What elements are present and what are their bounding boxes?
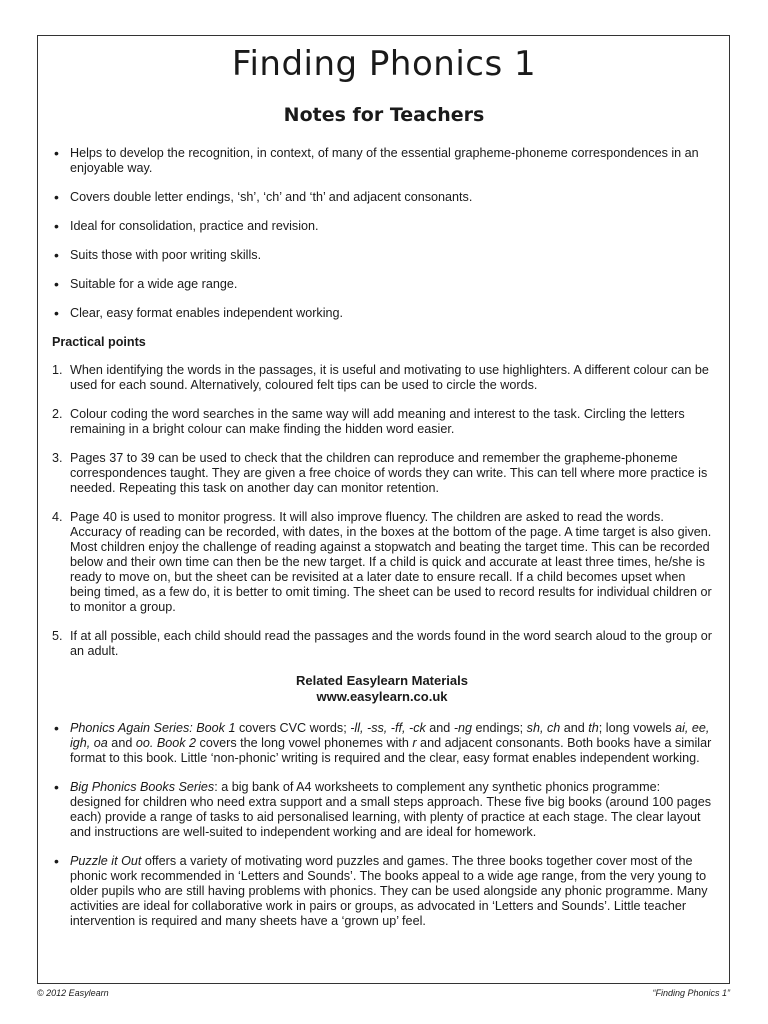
point-number: 2. [52, 407, 63, 421]
bullet-icon: • [54, 247, 59, 263]
point-text: If at all possible, each child should read the passages and the words found in the word search aloud to the group or an adult. [70, 629, 712, 658]
text-run: and adjacent consonants. Both books have a similar format to this book. Little ‘non-phonic’ writing is required and the clear, easy format enables independent working. [70, 736, 712, 765]
italic-text-run: Puzzle it Out [70, 854, 142, 868]
practical-point-item [52, 407, 712, 437]
related-material-text [70, 854, 708, 928]
bullet-icon: • [54, 145, 59, 161]
bullet-text: Ideal for consolidation, practice and revision. [70, 219, 319, 233]
italic-text-run: th [588, 721, 599, 735]
related-heading-text: Related Easylearn Materials [296, 673, 468, 688]
bullet-icon: • [54, 305, 59, 321]
italic-text-run: ai, ee, igh, oa [70, 721, 710, 750]
italic-text-run: Big Phonics Books Series [70, 780, 215, 794]
feature-bullet-item [52, 146, 712, 176]
point-number: 5. [52, 629, 63, 643]
italic-text-run: r [412, 736, 417, 750]
bullet-text: Covers double letter endings, ‘sh’, ‘ch’ and ‘th’ and adjacent consonants. [70, 190, 473, 204]
text-run: ; long vowels [598, 721, 676, 735]
bullet-icon: • [54, 218, 59, 234]
related-material-item [52, 854, 712, 929]
related-material-text [70, 721, 711, 765]
text-run: and [107, 736, 136, 750]
text-run: and [560, 721, 589, 735]
bullet-icon: • [54, 779, 59, 795]
bullet-text: Clear, easy format enables independent working. [70, 306, 344, 320]
practical-point-item [52, 510, 712, 615]
practical-point-item [52, 629, 712, 659]
related-material-text [70, 780, 711, 839]
feature-bullet-list [52, 146, 712, 321]
practical-points-list [52, 363, 712, 659]
point-text: When identifying the words in the passages, it is useful and motivating to use highlighters. A different colour can be used for each sound. Alternatively, coloured felt tips can be used to circle the words. [70, 363, 709, 392]
point-number: 3. [52, 451, 63, 465]
page-subtitle: Notes for Teachers [283, 104, 485, 126]
practical-points-heading: Practical points [52, 335, 146, 349]
italic-text-run: oo. Book 2 [135, 736, 197, 750]
feature-bullet-item [52, 219, 712, 234]
text-run: and [425, 721, 454, 735]
bullet-text: Suitable for a wide age range. [70, 277, 238, 291]
feature-bullet-item [52, 277, 712, 292]
point-number: 1. [52, 363, 63, 377]
point-number: 4. [52, 510, 63, 524]
feature-bullet-item [52, 248, 712, 263]
book-title-footer: “Finding Phonics 1” [652, 988, 730, 998]
practical-point-item [52, 451, 712, 496]
italic-text-run: -ng [453, 721, 473, 735]
related-material-item [52, 721, 712, 766]
page-content [52, 146, 712, 943]
italic-text-run: sh, ch [526, 721, 561, 735]
related-materials-list [52, 721, 712, 929]
bullet-icon: • [54, 720, 59, 736]
bullet-icon: • [54, 276, 59, 292]
text-run: : a big bank of A4 worksheets to complement any synthetic phonics programme: designed for children who need extra support and a small steps approach. These five big books (around 100 pages each) provide a range of tasks to aid personalised learning, with plenty of practice at each stage. The clear layout and instructions are well-suited to independent working and are ideal for homework. [70, 780, 712, 839]
related-materials-heading [52, 673, 712, 705]
feature-bullet-item [52, 190, 712, 205]
page-title: Finding Phonics 1 [231, 44, 537, 84]
text-run: offers a variety of motivating word puzzles and games. The three books together cover most of the phonic work recommended in ‘Letters and Sounds’. The books appeal to a wide age range, from the very young to older pupils who are still having problems with phonics. They can be used alongside any phonic programme. Many activities are ideal for collaborative work in pairs or groups, as advocated in ‘Letters and Sounds’. Little teacher intervention is required and many sheets have a ‘grown up’ feel. [70, 854, 708, 928]
bullet-icon: • [54, 189, 59, 205]
bullet-text: Helps to develop the recognition, in context, of many of the essential grapheme-phoneme correspondences in an enjoyable way. [70, 146, 699, 175]
related-material-item [52, 780, 712, 840]
point-text: Page 40 is used to monitor progress. It will also improve fluency. The children are asked to read the words. Accuracy of reading can be recorded, with dates, in the boxes at the bottom of the page. A time target is also given. Most children enjoy the challenge of reading against a stopwatch and beating the target time. This can be recorded below and their own time can then be the new target. If a child is quick and accurate at least three times, he/she is ready to move on, but the sheet can be revisited at a later date to ensure recall. If a child becomes upset when being timed, as a few do, it is better to omit timing. The sheet can be used to record results for individual children or to monitor a group. [70, 510, 712, 614]
text-run: covers the long vowel phonemes with [196, 736, 413, 750]
point-text: Pages 37 to 39 can be used to check that the children can reproduce and remember the grapheme-phoneme correspondences taught. They are given a free choice of words they can write. This can tell where more practice is needed. Repeating this task on another day can monitor retention. [70, 451, 708, 495]
bullet-text: Suits those with poor writing skills. [70, 248, 262, 262]
copyright-footer: © 2012 Easylearn [37, 988, 109, 998]
text-run: endings; [472, 721, 527, 735]
related-url-link[interactable]: www.easylearn.co.uk [316, 689, 448, 704]
italic-text-run: -ll, -ss, -ff, -ck [350, 721, 426, 735]
italic-text-run: Phonics Again Series: Book 1 [70, 721, 236, 735]
point-text: Colour coding the word searches in the same way will add meaning and interest to the task. Circling the letters remaining in a bright colour can make finding the hidden word easier. [70, 407, 685, 436]
bullet-icon: • [54, 853, 59, 869]
text-run: covers CVC words; [235, 721, 351, 735]
feature-bullet-item [52, 306, 712, 321]
practical-point-item [52, 363, 712, 393]
